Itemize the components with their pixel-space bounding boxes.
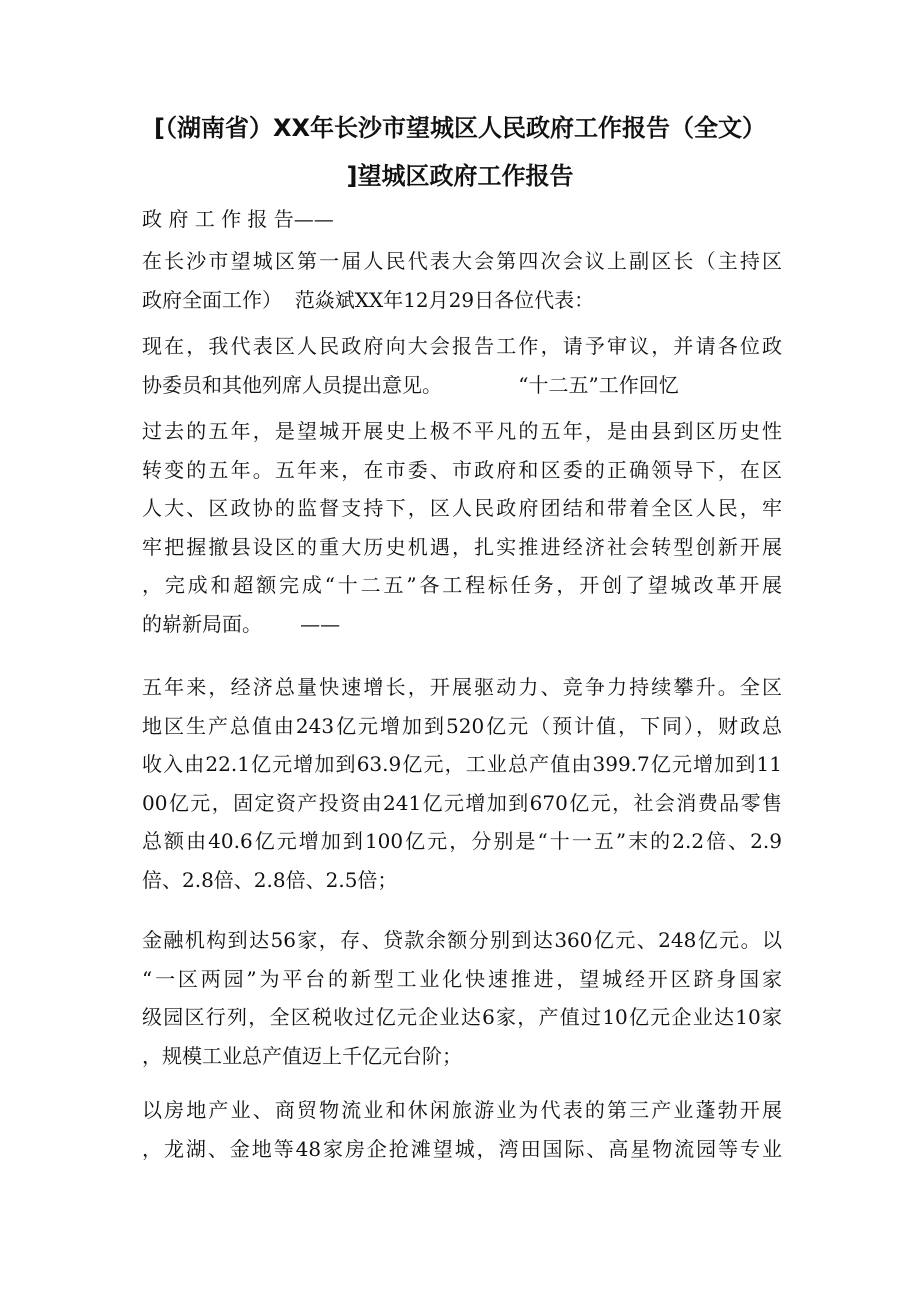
text-line: 级园区行列，全区税收过亿元企业达6家，产值过10亿元企业达10家	[142, 1005, 782, 1029]
text-line: 现在，我代表区人民政府向大会报告工作，请予审议，并请各位政	[142, 334, 782, 358]
text-line: 倍、2.8倍、2.8倍、2.5倍；	[142, 867, 398, 892]
text-line: 以房地产业、商贸物流业和休闲旅游业为代表的第三产业蓬勃开展	[142, 1098, 782, 1122]
paragraph-economy	[142, 668, 782, 899]
text-line: 金融机构到达56家，存、贷款余额分别到达360亿元、248亿元。以	[142, 928, 782, 952]
text-line: 总额由40.6亿元增加到100亿元，分别是“十一五”末的2.2倍、2.9	[142, 829, 782, 853]
text-line: ，完成和超额完成“十二五”各工程标任务，开创了望城改革开展	[142, 573, 782, 597]
text-line: 政 府 工 作 报 告——	[142, 207, 334, 231]
text-line: 收入由22.1亿元增加到63.9亿元，工业总产值由399.7亿元增加到11	[142, 752, 782, 776]
text-line: 转变的五年。五年来，在市委、市政府和区委的正确领导下，在区	[142, 457, 782, 482]
text-line: 五年来，经济总量快速增长，开展驱动力、竞争力持续攀升。全区	[142, 675, 782, 699]
text-line: 人大、区政协的监督支持下，区人民政府团结和带着全区人民，牢	[142, 496, 782, 520]
paragraph-review	[142, 412, 782, 643]
text-line: 地区生产总值由243亿元增加到520亿元（预计值，下同），财政总	[142, 713, 782, 738]
document-title-line-2: ]望城区政府工作报告	[346, 162, 574, 190]
paragraph-meeting-info	[142, 242, 782, 319]
paragraph-finance	[142, 921, 782, 1075]
text-line: 政府全面工作） 范焱斌XX年12月29日各位代表：	[142, 287, 595, 312]
paragraph-tertiary-industry	[142, 1091, 782, 1168]
document-title-line-1: [（湖南省）XX年长沙市望城区人民政府工作报告（全文）	[154, 114, 766, 142]
text-line: 协委员和其他列席人员提出意见。 “十二五”工作回忆	[142, 372, 679, 397]
paragraph-heading	[142, 200, 782, 239]
text-line: ，规模工业总产值迈上千亿元台阶；	[142, 1043, 462, 1068]
text-line: 的崭新局面。 ——	[142, 611, 341, 636]
text-line: 00亿元，固定资产投资由241亿元增加到670亿元，社会消费品零售	[142, 790, 782, 815]
text-line: ，龙湖、金地等48家房企抢滩望城，湾田国际、高星物流园等专业	[142, 1136, 782, 1161]
text-line: 在长沙市望城区第一届人民代表大会第四次会议上副区长（主持区	[142, 249, 782, 273]
text-line: 牢把握撤县设区的重大历史机遇，扎实推进经济社会转型创新开展	[142, 534, 782, 559]
text-line: “一区两园”为平台的新型工业化快速推进，望城经开区跻身国家	[142, 966, 782, 991]
paragraph-intro	[142, 327, 782, 404]
text-line: 过去的五年，是望城开展史上极不平凡的五年，是由县到区历史性	[142, 419, 782, 443]
